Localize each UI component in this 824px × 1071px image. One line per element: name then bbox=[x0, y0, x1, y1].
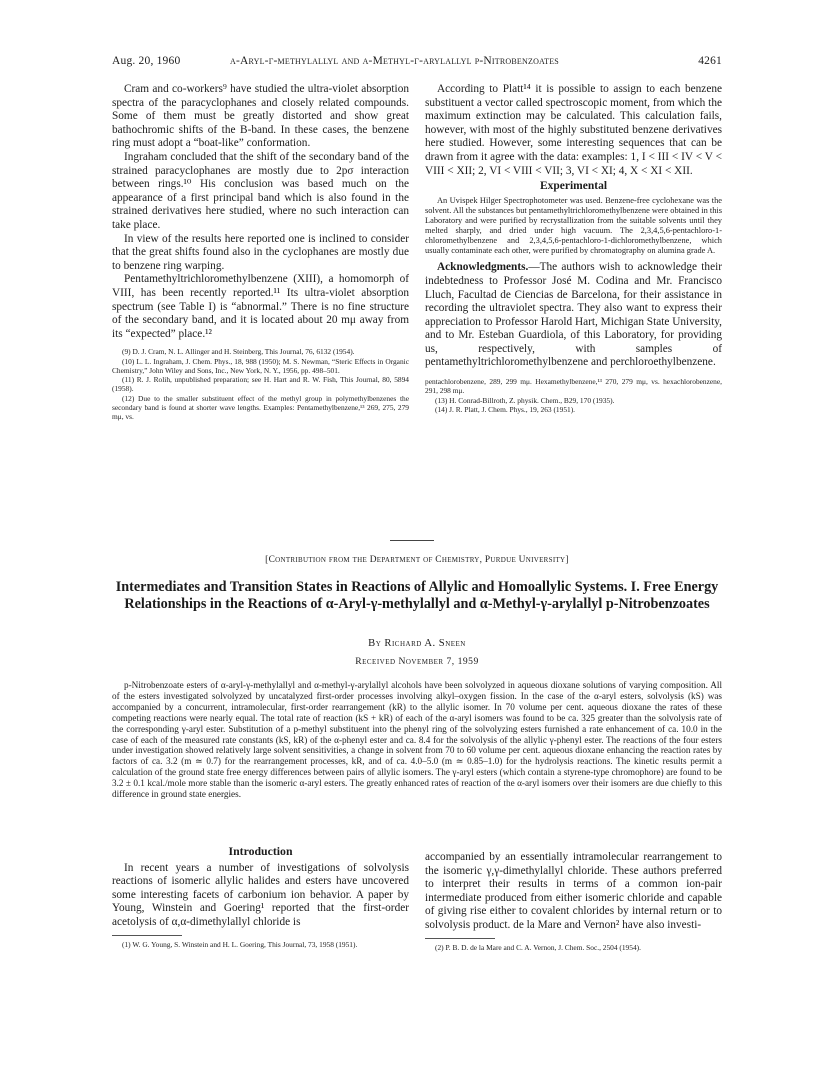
footnotes-intro-right bbox=[425, 943, 722, 952]
experimental-section bbox=[425, 196, 722, 257]
body-paragraph: Cram and co-workers⁹ have studied the ultra-violet absorption spectra of the paracyclophanes and closely related compounds. Some of them must be greatly distorted and show great bathochromic shifts of the B-band. In these cases, the benzene ring must adopt a “boat-like” conformation. bbox=[112, 83, 409, 150]
intro-right-column bbox=[425, 851, 722, 952]
body-paragraph: accompanied by an essentially intramolecular rearrangement to the isomeric γ,γ-dimethylallyl chloride. These authors preferred to interpret their results in terms of a common ion-pair intermediate produced from either isomeric chloride and capable of giving rise either to covalent chlorides by internal return or to solvolysis product. de la Mare and Vernon² have also investi- bbox=[425, 851, 722, 931]
footnote-rule bbox=[425, 938, 495, 939]
contribution-line: [Contribution from the Department of Chemistry, Purdue University] bbox=[265, 555, 569, 565]
body-paragraph: According to Platt¹⁴ it is possible to assign to each benzene substituent a vector called spectroscopic moment, from which the maximum extinction may be calculated. This calculation fails, however, with most of the highly substituted benzene derivatives here studied. However, some interesting sequences that can be drawn from it agree with the data: examples: 1, I < III < IV < V < VIII < XII; 2, VI < VIII < VII; 3, VI < XI; 4, X < XI < XII. bbox=[425, 83, 722, 177]
acknowledgments-text: —The authors wish to acknowledge their indebtedness to Professor José M. Codina and Mr. Francisco Lluch, Facultad de Ciencias de Barcelona, for their assistance in recording the ultraviolet spectra. They also want to express their appreciation to Professor Harold Hart, Michigan State University, and to Mr. Esteban Guardiola, of this Laboratory, for providing us, respectively, with samples of pentamethyltrichloromethylbenzene and perchloroethylbenzene. bbox=[425, 261, 722, 369]
footnote: (1) W. G. Young, S. Winstein and H. L. Goering, This Journal, 73, 1958 (1951). bbox=[122, 939, 358, 949]
introduction-heading: Introduction bbox=[228, 844, 293, 858]
running-header bbox=[112, 55, 722, 71]
body-paragraph: In recent years a number of investigations of solvolysis reactions of isomeric allylic halides and esters have uncovered some interesting facets of carbonium ion behavior. A paper by Young, Winstein and Goering¹ reported that the first-order acetolysis of α,α-dimethylallyl chloride is bbox=[112, 861, 409, 928]
footnote: (12) Due to the smaller substituent effect of the methyl group in polymethylbenzenes the secondary band is found at shorter wave lengths. Examples: Pentamethylbenzene,¹³ 269, 275, 279 mμ, vs. bbox=[112, 393, 409, 422]
footnotes-top-left bbox=[112, 347, 409, 421]
experimental-heading: Experimental bbox=[539, 180, 608, 193]
body-paragraph: Pentamethyltrichloromethylbenzene (XIII), a homomorph of VIII, has been recently reported.¹¹ Its ultra-violet absorption spectrum (see Table I) is “abnormal.” There is no fine structure of the secondary band, and it is located about 20 mμ away from its “expected” place.¹² bbox=[112, 273, 409, 340]
abstract bbox=[112, 680, 722, 800]
footnote: (11) R. J. Rolih, unpublished preparation; see H. Hart and R. W. Fish, This Journal, 80, 5894 (1958). bbox=[112, 375, 409, 394]
footnote: (14) J. R. Platt, J. Chem. Phys., 19, 263 (1951). bbox=[435, 404, 576, 414]
body-paragraph: Ingraham concluded that the shift of the secondary band of the strained paracyclophanes are mostly due to 2pσ interaction between rings.¹⁰ His conclusion was based much on the appearance of a first principal band which is also found in the strained derivatives here studied, where no such interaction can take place. bbox=[112, 150, 409, 231]
header-page-number: 4261 bbox=[698, 55, 722, 67]
top-right-column bbox=[425, 83, 722, 414]
footnote: (10) L. L. Ingraham, J. Chem. Phys., 18, 988 (1950); M. S. Newman, “Steric Effects in Organic Chemistry,” John Wiley and Sons, Inc., New York, N. Y., 1956, pp. 498–501. bbox=[112, 356, 409, 375]
header-date: Aug. 20, 1960 bbox=[112, 55, 181, 67]
abstract-text: p-Nitrobenzoate esters of α-aryl-γ-methylallyl and α-methyl-γ-arylallyl alcohols have been solvolyzed in aqueous dioxane solutions of varying composition. All of the esters investigated solvolyzed by uncatalyzed first-order processes involving alkyl–oxygen fission. In the case of the α-aryl esters, solvolysis (kS) was accompanied by a concurrent, intramolecular, first-order rearrangement (kR) to the allylic isomer. In 70 volume per cent. aqueous dioxane the rates of these competing reactions were nearly equal. The total rate of reaction (kS + kR) of each of the α-aryl isomers was found to be ca. 325 greater than the solvolysis rate of the corresponding γ-aryl ester. Substitution of a p-methyl substituent into the phenyl ring of the solvolyzing esters furnished a rate enhancement of ca. 10.0 in the case of each of the measured rate constants (kS, kR) of the α-phenyl ester and ca. 8.4 for the solvolysis of the allylic γ-phenyl ester. The reactions of the four esters under investigation showed relatively large solvent sensitivities, a change in solvent from 70 to 60 volume per cent. aqueous dioxane enhancing the reaction rates by factors of ca. 3.2 (m ≃ 0.7) for the rearrangement processes, kR, and of ca. 4.0–5.0 (m ≃ 0.85–1.0) for the hydrolysis reactions. The kinetic results permit a calculation of the ground state free energy differences between pairs of allylic isomers. The γ-aryl esters (which contain a styrene-type chromophore) are found to be 3.2 ± 0.1 kcal./mole more stable than the isomeric α-aryl esters. The greatly enhanced rates of reaction of the α-aryl isomers over their isomers are due chiefly to this difference in ground state energies. bbox=[112, 680, 722, 800]
header-running-title: α-Aryl-γ-methylallyl and α-Methyl-γ-arylallyl p-Nitrobenzoates bbox=[230, 55, 559, 67]
footnotes-top-right bbox=[425, 377, 722, 414]
footnote: pentachlorobenzene, 289, 299 mμ. Hexamethylbenzene,¹³ 270, 279 mμ, vs. hexachlorobenzene, 291, 298 mμ. bbox=[425, 377, 722, 396]
intro-left-column bbox=[112, 845, 409, 949]
footnote-rule bbox=[112, 935, 182, 936]
top-left-column bbox=[112, 83, 409, 422]
author-byline: By Richard A. Sneen bbox=[368, 638, 466, 649]
acknowledgments-label: Acknowledgments. bbox=[437, 261, 529, 274]
section-divider bbox=[390, 540, 434, 541]
footnote: (2) P. B. D. de la Mare and C. A. Vernon, J. Chem. Soc., 2504 (1954). bbox=[435, 942, 641, 952]
footnote: (13) H. Conrad-Billroth, Z. physik. Chem., B29, 170 (1935). bbox=[435, 395, 615, 405]
received-date: Received November 7, 1959 bbox=[355, 656, 479, 667]
acknowledgments bbox=[425, 261, 722, 370]
footnotes-intro-left bbox=[112, 940, 409, 949]
experimental-text: An Uvispek Hilger Spectrophotometer was used. Benzene-free cyclohexane was the solvent. All the substances but pentamethyltrichloromethylbenzene were obtained in this Laboratory and were purified by recrystallization from the suitable solvents until they melted sharply, and dried under high vacuum. The 2,3,4,5,6-pentachloro-1-chloromethylbenzene and 2,3,4,5,6-pentachloro-1-dichloromethylbenzene, which usually contaminate each other, were purified by chromatography on alumina grade A. bbox=[425, 195, 722, 256]
body-paragraph: In view of the results here reported one is inclined to consider that the great shifts found also in the cyclophanes are mostly due to benzene ring warping. bbox=[112, 232, 409, 272]
article-title: Intermediates and Transition States in Reactions of Allylic and Homoallylic Systems. I. Free Energy Relationships in the Reactions of α-Aryl-γ-methylallyl and α-Methyl-γ-arylallyl p-Nitrobenzoates bbox=[115, 579, 719, 612]
footnote: (9) D. J. Cram, N. L. Allinger and H. Steinberg, This Journal, 76, 6132 (1954). bbox=[122, 347, 355, 357]
